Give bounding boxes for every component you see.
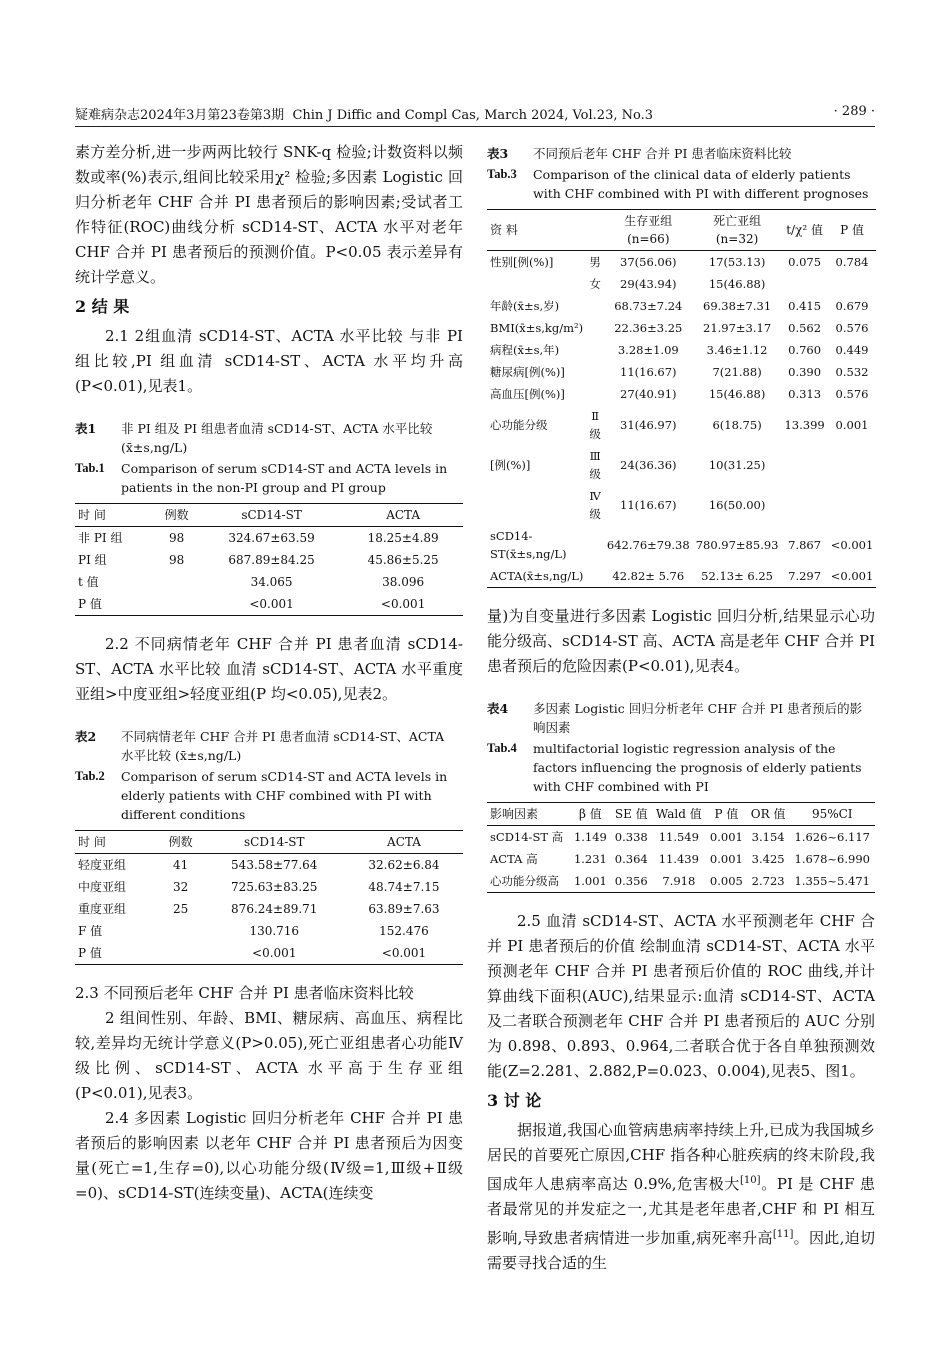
table3-header bbox=[586, 210, 604, 251]
table3-header: 资 料 bbox=[490, 223, 518, 237]
table4-header: 影响因素 bbox=[490, 807, 539, 821]
table4-header: Wald 值 bbox=[655, 807, 702, 821]
table-row: 心功能分级高 1.001 0.356 7.918 0.005 2.723 1.355~5.471 bbox=[487, 870, 875, 893]
table-row: 重度亚组 25 876.24±89.71 63.89±7.63 bbox=[78, 902, 440, 916]
table4-header: β 值 bbox=[579, 807, 602, 821]
section-2-4-continuation: 量)为自变量进行多因素 Logistic 回归分析,结果显示心功能分级高、sCD14-ST 高、ACTA 高是老年 CHF 合并 PI 患者预后的危险因素(P<0.01),见表4。 bbox=[487, 607, 875, 675]
table-row: PI 组 98 687.89±84.25 45.86±5.25 bbox=[78, 553, 439, 567]
table3 bbox=[487, 209, 876, 588]
table-row: ACTA(x̄±s,ng/L) 42.82± 5.76 52.13± 6.25 7.297 <0.001 bbox=[487, 565, 876, 588]
table-row: 女 29(43.94) 15(46.88) bbox=[589, 277, 766, 291]
table-row: F 值 130.716 152.476 bbox=[78, 924, 429, 938]
section-2-3-title: 2.3 不同预后老年 CHF 合并 PI 患者临床资料比较 bbox=[75, 984, 414, 1002]
table-row: [例(%)] Ⅲ级 24(36.36) 10(31.25) bbox=[490, 449, 766, 481]
table-row: sCD14-ST(x̄±s,ng/L) 642.76±79.38 780.97±85.93 7.867 <0.001 bbox=[490, 529, 874, 561]
table4-caption-en: Tab.4 multifactorial logistic regression analysis of the factors influencing the prognosis of elderly patients with CHF combined with PI bbox=[487, 741, 862, 794]
discussion-paragraph: 据报道,我国心血管病患病率持续上升,已成为我国城乡居民的首要死亡原因,CHF 指各种心脏疾病的终末阶段,我国成年人患病率高达 0.9%,危害极大[10]。PI 是 CHF 患者最常见的并发症之一,尤其是老年患者,CHF 和 PI 相互影响,导致患者病情进一步加重,病死率升高[11]。因此,迫切需要寻找合适的生 bbox=[487, 1121, 875, 1272]
left-column bbox=[75, 140, 463, 1206]
table-row: ACTA 高 1.231 0.364 11.439 0.001 3.425 1.678~6.990 bbox=[490, 852, 870, 866]
table4-header: SE 值 bbox=[614, 807, 648, 821]
table-row: 轻度亚组 41 543.58±77.64 32.62±6.84 bbox=[78, 858, 440, 872]
table-row: 糖尿病[例(%)] 11(16.67) 7(21.88) 0.390 0.532 bbox=[490, 365, 869, 379]
table-row: 病程(x̄±s,年) 3.28±1.09 3.46±1.12 0.760 0.449 bbox=[490, 343, 869, 357]
table-row: Ⅳ级 11(16.67) 16(50.00) bbox=[589, 489, 766, 521]
table2-header: 例数 bbox=[168, 835, 193, 849]
section-2-2: 2.2 不同病情老年 CHF 合并 PI 患者血清 sCD14-ST、ACTA 水平比较 血清 sCD14-ST、ACTA 水平重度亚组>中度亚组>轻度亚组(P 均<0.05),见表2。 bbox=[75, 635, 463, 703]
table4-header: 95%CI bbox=[811, 807, 853, 821]
table-row: 性别[例(%)] 男 37(56.06) 17(53.13) 0.075 0.784 bbox=[490, 255, 869, 269]
table4-header: OR 值 bbox=[750, 807, 786, 821]
table4-caption-cn: 表4 多因素 Logistic 回归分析老年 CHF 合并 PI 患者预后的影响因素 bbox=[487, 701, 863, 735]
table1 bbox=[75, 503, 463, 616]
table2 bbox=[75, 830, 463, 965]
table4-header: P 值 bbox=[714, 807, 739, 821]
table1-caption-cn: 表1 非 PI 组及 PI 组患者血清 sCD14-ST、ACTA 水平比较 (x̄±s,ng/L) bbox=[75, 421, 433, 455]
table1-header: ACTA bbox=[386, 508, 421, 522]
table-row: P 值 <0.001 <0.001 bbox=[75, 942, 463, 965]
table-row: 心功能分级 Ⅱ级 31(46.97) 6(18.75) 13.399 0.001 bbox=[490, 409, 869, 441]
results-heading: 2 结 果 bbox=[75, 297, 130, 316]
citation-ref: [10] bbox=[740, 1175, 761, 1186]
journal-citation: 疑难病杂志2024年3月第23卷第3期 Chin J Diffic and Compl Cas, March 2024, Vol.23, No.3 bbox=[75, 108, 653, 123]
table2-header: 时 间 bbox=[78, 835, 106, 849]
table-row: P 值 <0.001 <0.001 bbox=[75, 593, 463, 616]
table2-header: ACTA bbox=[387, 835, 421, 849]
table3-header: t/χ² 值 bbox=[786, 223, 823, 237]
table1-caption-en: Tab.1 Comparison of serum sCD14-ST and ACTA levels in patients in the non-PI group and PI group bbox=[75, 461, 448, 495]
table-row: 高血压[例(%)] 27(40.91) 15(46.88) 0.313 0.576 bbox=[490, 387, 869, 401]
table-row: 非 PI 组 98 324.67±63.59 18.25±4.89 bbox=[78, 531, 439, 545]
discussion-heading: 3 讨 论 bbox=[487, 1091, 542, 1110]
section-2-5: 2.5 血清 sCD14-ST、ACTA 水平预测老年 CHF 合并 PI 患者预后的价值 绘制血清 sCD14-ST、ACTA 水平预测老年 CHF 合并 PI 患者预后价值的 ROC 曲线,并计算曲线下面积(AUC),结果显示:血清 sCD14-ST、ACTA 及二者联合预测老年 CHF 合并 PI 患者预后的 AUC 分别为 0.898、0.893、0.964,二者联合优于各自单独预测效能(Z=2.281、2.882,P=0.023、0.004),见表5、图1。 bbox=[487, 912, 875, 1080]
table3-header: P 值 bbox=[840, 223, 864, 237]
table-row: 中度亚组 32 725.63±83.25 48.74±7.15 bbox=[78, 880, 440, 894]
table1-header: 时 间 bbox=[78, 508, 106, 522]
section-2-1: 2.1 2组血清 sCD14-ST、ACTA 水平比较 与非 PI 组比较,PI 组血清 sCD14-ST、ACTA 水平均升高(P<0.01),见表1。 bbox=[75, 327, 463, 395]
table-row: BMI(x̄±s,kg/m²) 22.36±3.25 21.97±3.17 0.562 0.576 bbox=[490, 321, 869, 335]
table2-caption-en: Tab.2 Comparison of serum sCD14-ST and ACTA levels in elderly patients with CHF combined with PI with different conditions bbox=[75, 769, 448, 822]
table3-caption-cn: 表3 不同预后老年 CHF 合并 PI 患者临床资料比较 bbox=[487, 146, 792, 161]
table3-header: 生存亚组 (n=66) bbox=[624, 214, 673, 246]
table2-header: sCD14-ST bbox=[244, 835, 305, 849]
table-row: t 值 34.065 38.096 bbox=[78, 575, 425, 589]
methods-continuation: 素方差分析,进一步两两比较行 SNK-q 检验;计数资料以频数或率(%)表示,组间比较采用χ² 检验;多因素 Logistic 回归分析老年 CHF 合并 PI 患者预后的影响因素;受试者工作特征(ROC)曲线分析 sCD14-ST、ACTA 水平对老年 CHF 合并 PI 患者预后的预测价值。P<0.05 表示差异有统计学意义。 bbox=[75, 143, 463, 286]
citation-ref: [11] bbox=[772, 1229, 794, 1240]
table-row: sCD14-ST 高 1.149 0.338 11.549 0.001 3.154 1.626~6.117 bbox=[490, 830, 870, 844]
table2-caption-cn: 表2 不同病情老年 CHF 合并 PI 患者血清 sCD14-ST、ACTA 水平比较 (x̄±s,ng/L) bbox=[75, 729, 445, 763]
table3-caption-en: Tab.3 Comparison of the clinical data of elderly patients with CHF combined with PI with different prognoses bbox=[487, 167, 869, 201]
section-2-4: 2.4 多因素 Logistic 回归分析老年 CHF 合并 PI 患者预后的影响因素 以老年 CHF 合并 PI 患者预后为因变量(死亡=1,生存=0),以心功能分级(Ⅳ级=1,Ⅲ级+Ⅱ级=0)、sCD14-ST(连续变量)、ACTA(连续变 bbox=[75, 1109, 463, 1202]
table4 bbox=[487, 802, 875, 893]
table-row: 年龄(x̄±s,岁) 68.73±7.24 69.38±7.31 0.415 0.679 bbox=[490, 299, 869, 313]
section-2-3-body: 2 组间性别、年龄、BMI、糖尿病、高血压、病程比较,差异均无统计学意义(P>0.05),死亡亚组患者心功能Ⅳ级比例、sCD14-ST、ACTA 水平高于生存亚组(P<0.01),见表3。 bbox=[75, 1009, 463, 1102]
page-header bbox=[75, 104, 875, 127]
table1-header: 例数 bbox=[164, 508, 189, 522]
table3-header: 死亡亚组 (n=32) bbox=[713, 214, 762, 246]
right-column bbox=[487, 140, 875, 1276]
table1-header: sCD14-ST bbox=[241, 508, 302, 522]
page-number: · 289 · bbox=[833, 104, 875, 119]
